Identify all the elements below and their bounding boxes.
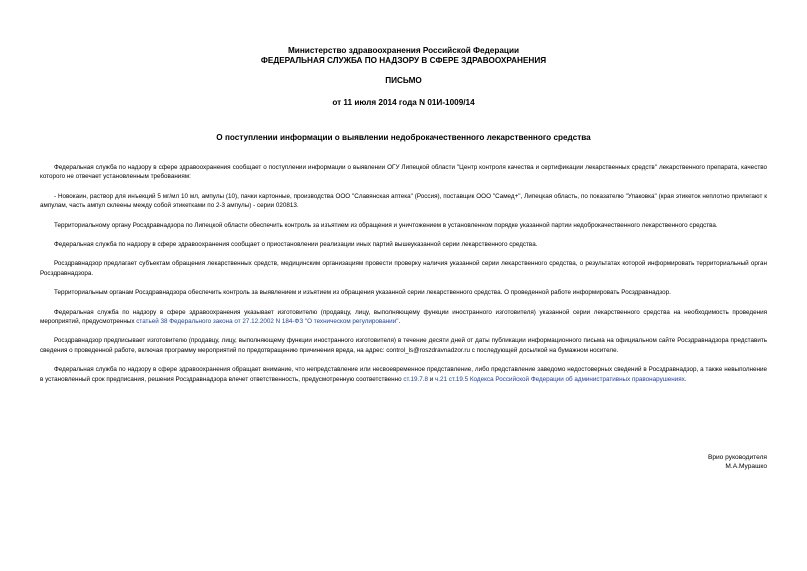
document-type: ПИСЬМО xyxy=(385,76,422,85)
paragraph-9-text: Федеральная служба по надзору в сфере здравоохранения обращает внимание, что непредставление или несвоевременное представление, либо представление заведомо недостоверных сведений в Росздравнадзор, а также невыполнение в установленный срок предписания, решения Росздравнадзора влечет ответственность, предусмотренную соответственно xyxy=(40,366,767,383)
paragraph-6: Территориальным органам Росздравнадзора обеспечить контроль за выявлением и изъятием из обращения указанной серии лекарственного средства. О проведенной работе информировать Росздравнадзор. xyxy=(54,289,671,297)
paragraph-1: Федеральная служба по надзору в сфере здравоохранения сообщает о поступлении информации о выявлении ОГУ Липецкой области "Центр контроля качества и сертификации лекарственных средств" лекарственного препарата, качество которого не отвечает установленным требованиям: xyxy=(40,164,767,181)
paragraph-7-end: . xyxy=(398,318,401,326)
law-184fz-link[interactable]: статьей 38 Федерального закона от 27.12.2002 N 184-ФЗ "О техническом регулировании" xyxy=(136,318,399,326)
service-name: ФЕДЕРАЛЬНАЯ СЛУЖБА ПО НАДЗОРУ В СФЕРЕ ЗДРАВООХРАНЕНИЯ xyxy=(260,56,547,65)
document-date-number: от 11 июля 2014 года N 01И-1009/14 xyxy=(332,98,475,107)
paragraph-4: Федеральная служба по надзору в сфере здравоохранения сообщает о приостановлении реализации иных партий вышеуказанной серии лекарственного средства. xyxy=(54,241,538,249)
signature-block xyxy=(708,453,767,471)
paragraph-7 xyxy=(40,308,767,327)
signatory-position: Врио руководителя xyxy=(707,454,767,461)
admin-code-link[interactable]: Кодекса Российской Федерации об административных правонарушениях xyxy=(469,375,685,383)
ministry-name: Министерство здравоохранения Российской Федерации xyxy=(287,46,520,55)
paragraph-8: Росздравнадзор предписывает изготовителю (продавцу, лицу, выполняющему функции иностранного изготовителя) в течение десяти дней от даты публикации информационного письма на официальном сайте Росздравнадзора представить сведения о проведенной работе, включая программу мероприятий по предотвращению причинения вреда, на адрес: control_ls@roszdravnadzor.ru с последующей досылкой на бумажном носителе. xyxy=(40,337,767,354)
document-body xyxy=(40,163,767,384)
article-19-5-link[interactable]: ч.21 ст.19.5 xyxy=(435,375,469,383)
document-header xyxy=(40,46,767,108)
document-title: О поступлении информации о выявлении недоброкачественного лекарственного средства xyxy=(216,133,591,142)
paragraph-9-end: . xyxy=(684,375,687,383)
paragraph-9 xyxy=(40,365,767,384)
paragraph-9-mid-1: и xyxy=(427,375,436,383)
signatory-name: М.А.Мурашко xyxy=(725,463,767,470)
paragraph-3: Территориальному органу Росздравнадзора по Липецкой области обеспечить контроль за изъятием из обращения и уничтожением в установленном порядке указанной партии недоброкачественного лекарственного средства. xyxy=(54,221,718,229)
paragraph-5: Росздравнадзор предлагает субъектам обращения лекарственных средств, медицинским организациям провести проверку наличия указанной серии лекарственного средства, о результатах которой информировать территориальный орган Росздравнадзора. xyxy=(40,260,767,277)
article-19-7-8-link[interactable]: ст.19.7.8 xyxy=(403,375,428,383)
paragraph-2: - Новокаин, раствор для инъекций 5 мг/мл 10 мл, ампулы (10), пачки картонные, производства ООО "Славянская аптека" (Россия), поставщик ООО "Самед+", Липецкая область, по показателю "Упаковка" (края этикеток неплотно прилегают к ампулам, часть ампул склеены между собой этикетками по 2-3 ампулы) - серии 020813. xyxy=(40,192,767,210)
paragraph-7-text: Федеральная служба по надзору в сфере здравоохранения указывает изготовителю (продавцу, лицу, выполняющему функции иностранного изготовителя) указанной серии лекарственного средства на необходимость проведения мероприятий, предусмотренных xyxy=(40,308,767,326)
